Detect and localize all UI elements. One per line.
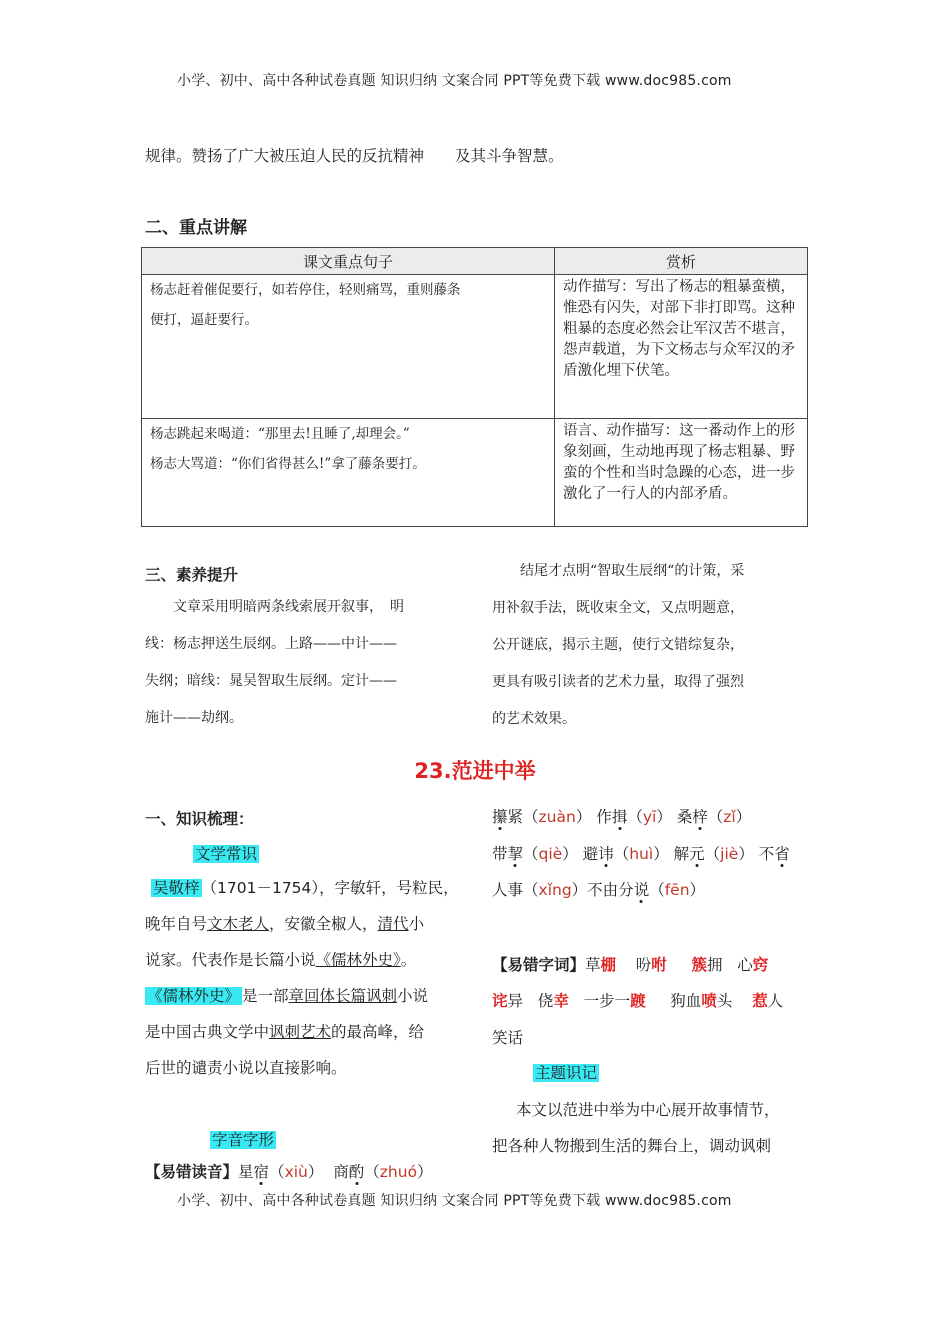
text: 商 — [333, 1163, 349, 1181]
text: 星 — [238, 1163, 254, 1181]
sentence-line: 杨志赶着催促要行，如若停住，轻则痛骂，重则藤条 — [150, 282, 461, 298]
pron-char: 挈 — [507, 845, 524, 863]
wrong-prone-char: 窍 — [752, 956, 769, 974]
wrong-prone-char: 喷 — [701, 992, 717, 1010]
table-header-sentence: 课文重点句子 — [142, 248, 555, 275]
text: 是一部 — [242, 987, 289, 1005]
key-sentence-table — [141, 247, 808, 527]
author-paragraph — [145, 870, 475, 1086]
pron-line-3 — [492, 874, 705, 907]
theme-label: 主题识记 — [535, 1064, 598, 1082]
wrong-prone-char: 棚 — [600, 956, 617, 974]
word-line-1 — [492, 949, 768, 982]
pron-line-2: 带挈（qiè） 避讳（huì） 解元（jiè） 不省 — [492, 845, 790, 863]
text: 小说 — [397, 987, 429, 1005]
nickname: 文木老人 — [207, 915, 270, 933]
literacy-line: 更具有吸引读者的艺术力量，取得了强烈 — [492, 674, 744, 690]
lesson-title: 23.范进中举 — [414, 759, 536, 783]
page-footer: 小学、初中、高中各种试卷真题 知识归纳 文案合同 PPT等免费下载 www.doc985.com — [177, 1193, 732, 1209]
satire-art: 讽刺艺术 — [269, 1023, 332, 1041]
pron-char: 讳 — [598, 845, 614, 863]
author-line — [145, 870, 475, 906]
pron-char: 攥 — [492, 808, 508, 826]
book-title: 《儒林外史》 — [315, 951, 401, 969]
literacy-line: 用补叙手法，既收束全文，又点明题意， — [492, 600, 744, 616]
sentence-cell — [142, 275, 555, 419]
author-name: 吴敬梓 — [153, 879, 200, 897]
author-line: 后世的谴责小说以直接影响。 — [145, 1059, 347, 1077]
wrong-prone-char: 诧 — [492, 992, 508, 1010]
author-line — [145, 906, 475, 942]
text: 作 — [596, 808, 612, 826]
text: 吩 — [635, 956, 652, 974]
sentence-cell — [142, 419, 555, 527]
literacy-line: 结尾才点明“智取生辰纲“的计策，采 — [520, 563, 745, 579]
text: ，安徽全椒人， — [269, 915, 378, 933]
text: 不 — [758, 845, 775, 863]
literacy-line: 公开谜底，揭示主题，使行文错综复杂， — [492, 637, 744, 653]
text: 。 — [400, 951, 417, 969]
pron-char: 揖 — [611, 808, 628, 826]
table-row — [142, 419, 808, 527]
text: 异 — [507, 992, 524, 1010]
pron-char: 梓 — [692, 808, 708, 826]
text: 头 — [716, 992, 733, 1010]
word-line-3: 笑话 — [492, 1029, 524, 1047]
table-row — [142, 275, 808, 419]
dynasty: 清代 — [377, 915, 409, 933]
intro-line: 规律。赞扬了广大被压迫人民的反抗精神 及其斗争智慧。 — [145, 147, 564, 165]
pinyin: fēn — [664, 881, 690, 899]
pinyin: zhuó — [379, 1163, 418, 1181]
theme-line: 把各种人物搬到生活的舞台上，调动讽刺 — [492, 1137, 772, 1155]
wrong-prone-char: 踱 — [630, 992, 646, 1010]
author-line — [145, 942, 475, 978]
literacy-line: 线：杨志押送生辰纲。上路——中计—— — [145, 636, 397, 652]
pron-line-0: 【易错读音】星宿（xiù） 商酌（zhuó） — [145, 1163, 433, 1181]
text: 晚年自号 — [145, 915, 208, 933]
text: 解 — [673, 845, 690, 863]
analysis-cell: 动作描写：写出了杨志的粗暴蛮横，惟恐有闪失，对部下非打即骂。这种粗暴的态度必然会让军汉苦不堪言，怨声载道，为下文杨志与众军汉的矛盾激化埋下伏笔。 — [555, 275, 808, 419]
pinyin: qiè — [538, 845, 563, 863]
text: 草 — [585, 956, 601, 974]
genre: 章回体长篇讽刺 — [288, 987, 398, 1005]
text: 拥 — [706, 956, 723, 974]
author-years: （1701－1754），字敏轩，号粒民， — [201, 879, 459, 897]
theme-label-wrap — [533, 1057, 599, 1090]
pronunciation-label: 字音字形 — [212, 1131, 275, 1149]
pron-line-1: 攥紧（zuàn） 作揖（yī） 桑梓（zǐ） — [492, 808, 752, 826]
pron-char: 省 — [774, 845, 790, 863]
word-line-2 — [492, 985, 783, 1018]
sentence-line: 杨志大骂道：“你们省得甚么!”拿了藤条要打。 — [150, 456, 426, 472]
literacy-line: 施计——劫纲。 — [145, 710, 243, 726]
literacy-line: 失纲；暗线：晁吴智取生辰纲。定计—— — [145, 673, 397, 689]
text: 是中国古典文学中 — [145, 1023, 270, 1041]
theme-paragraph — [492, 1092, 812, 1164]
pinyin: xiù — [284, 1163, 308, 1181]
text: 一步一 — [583, 992, 631, 1010]
author-line — [145, 978, 475, 1014]
text: 带 — [492, 845, 508, 863]
pinyin: zuàn — [538, 808, 576, 826]
section-title-key-points: 二、重点讲解 — [145, 218, 247, 238]
pron-char: 元 — [689, 845, 705, 863]
literacy-line: 的艺术效果。 — [492, 711, 576, 727]
text: 桑 — [676, 808, 693, 826]
author-line — [145, 1014, 475, 1050]
pinyin: xǐng — [538, 881, 572, 899]
pron-label-wrap — [210, 1124, 276, 1157]
literacy-left-column — [145, 589, 470, 737]
table-header-analysis: 赏析 — [555, 248, 808, 275]
sentence-line: 杨志跳起来喝道：“那里去!且睡了,却理会。” — [150, 426, 410, 442]
book-title-highlight: 《儒林外史》 — [147, 987, 241, 1005]
wrong-prone-char: 咐 — [651, 956, 667, 974]
text: ） — [689, 881, 706, 899]
text: 人事（ — [492, 881, 539, 899]
text: 狗血 — [670, 992, 702, 1010]
theme-line: 本文以范进中举为中心展开故事情节， — [516, 1101, 780, 1119]
text: （ — [649, 881, 665, 899]
word-bracket: 【易错字词】 — [492, 956, 586, 974]
text: 避 — [582, 845, 599, 863]
text: 的最高峰，给 — [331, 1023, 425, 1041]
section-title-literacy: 三、素养提升 — [145, 566, 239, 584]
wrong-prone-char: 簇 — [691, 956, 707, 974]
literacy-line: 文章采用明暗两条线索展开叙事， 明 — [173, 599, 404, 615]
text: 小 — [408, 915, 425, 933]
pron-char: 宿 — [253, 1163, 270, 1181]
pinyin: yī — [642, 808, 657, 826]
pinyin: huì — [629, 845, 654, 863]
text: ）不由分 — [571, 881, 634, 899]
wrong-prone-char: 惹 — [752, 992, 768, 1010]
literary-knowledge-label: 文学常识 — [195, 845, 258, 863]
pron-char: 酌 — [348, 1163, 365, 1181]
literacy-right-column — [492, 553, 812, 738]
knowledge-title: 一、知识梳理： — [145, 810, 254, 828]
text: 说家。代表作是长篇小说 — [145, 951, 316, 969]
pron-bracket: 【易错读音】 — [145, 1163, 239, 1181]
literary-label-wrap — [193, 838, 259, 871]
page-header: 小学、初中、高中各种试卷真题 知识归纳 文案合同 PPT等免费下载 www.doc985.com — [177, 73, 732, 89]
text: 侥 — [537, 992, 554, 1010]
wrong-prone-char: 幸 — [553, 992, 569, 1010]
text: 心 — [737, 956, 753, 974]
pinyin: jiè — [720, 845, 739, 863]
pron-char: 说 — [633, 881, 650, 899]
text: 紧 — [507, 808, 524, 826]
pinyin: zǐ — [723, 808, 736, 826]
analysis-cell: 语言、动作描写：这一番动作上的形象刻画，生动地再现了杨志粗暴、野蛮的个性和当时急躁的心态，进一步激化了一行人的内部矛盾。 — [555, 419, 808, 527]
sentence-line: 便打，逼赶要行。 — [150, 312, 258, 328]
text: 人 — [767, 992, 784, 1010]
